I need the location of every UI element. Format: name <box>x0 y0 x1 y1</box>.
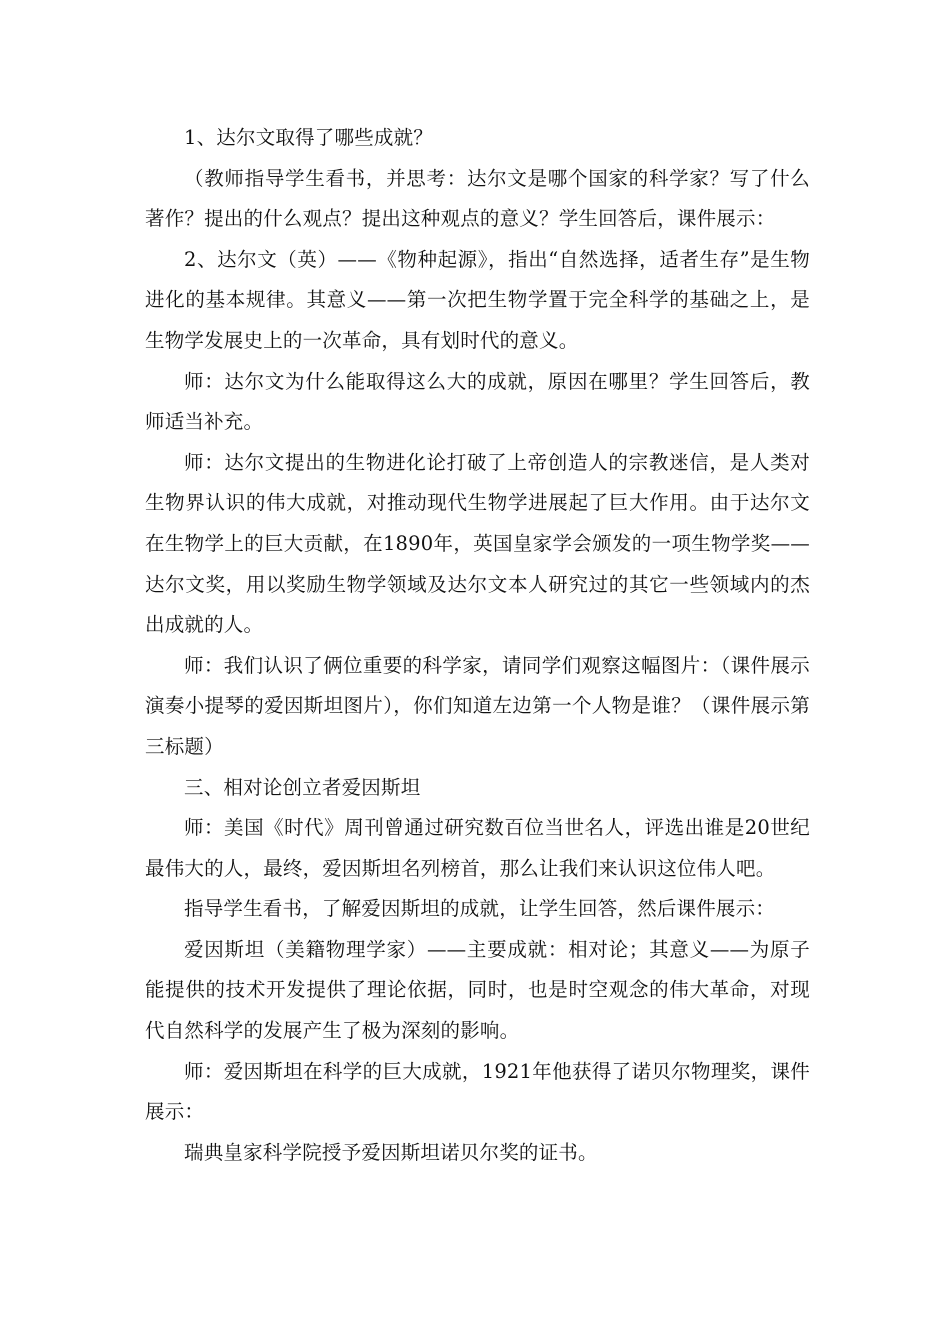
paragraph-evolution-impact: 师：达尔文提出的生物进化论打破了上帝创造人的宗教迷信，是人类对生物界认识的伟大成就，对推动现代生物学进展起了巨大作用。由于达尔文在生物学上的巨大贡献，在1890年，英国皇家学会颁发的一项生物学奖——达尔文奖，用以奖励生物学领域及达尔文本人研究过的其它一些领域内的杰出成就的人。 <box>145 450 810 637</box>
paragraph-nobel-certificate: 瑞典皇家科学院授予爱因斯坦诺贝尔奖的证书。 <box>184 1140 598 1164</box>
paragraph-origin-of-species: 2、达尔文（英）——《物种起源》，指出“自然选择，适者生存”是生物进化的基本规律。其意义——第一次把生物学置于完全科学的基础之上，是生物学发展史上的一次革命，具有划时代的意义。 <box>145 247 810 352</box>
paragraph-einstein-achievements: 爱因斯坦（美籍物理学家）——主要成就：相对论；其意义——为原子能提供的技术开发提供了理论依据，同时，也是时空观念的伟大革命，对现代自然科学的发展产生了极为深刻的影响。 <box>145 937 810 1043</box>
paragraph-reason-question: 师：达尔文为什么能取得这么大的成就，原因在哪里？学生回答后，教师适当补充。 <box>145 369 810 434</box>
paragraph-nobel-prize: 师：爱因斯坦在科学的巨大成就，1921年他获得了诺贝尔物理奖，课件展示： <box>145 1059 810 1124</box>
paragraph-teacher-guidance: （教师指导学生看书，并思考：达尔文是哪个国家的科学家？写了什么著作？提出的什么观点？提出这种观点的意义？学生回答后，课件展示： <box>145 166 810 231</box>
paragraph-darwin-achievements-question: 1、达尔文取得了哪些成就？ <box>184 126 434 149</box>
paragraph-picture-observation: 师：我们认识了俩位重要的科学家，请同学们观察这幅图片：（课件展示演奏小提琴的爱因斯坦图片），你们知道左边第一个人物是谁？（课件展示第三标题） <box>145 653 810 758</box>
document-body <box>145 118 810 1173</box>
paragraph-guide-reading: 指导学生看书，了解爱因斯坦的成就，让学生回答，然后课件展示： <box>184 897 776 921</box>
section-heading-einstein: 三、相对论创立者爱因斯坦 <box>184 775 421 799</box>
paragraph-time-magazine: 师：美国《时代》周刊曾通过研究数百位当世名人，评选出谁是20世纪最伟大的人，最终，爱因斯坦名列榜首，那么让我们来认识这位伟人吧。 <box>145 816 810 880</box>
